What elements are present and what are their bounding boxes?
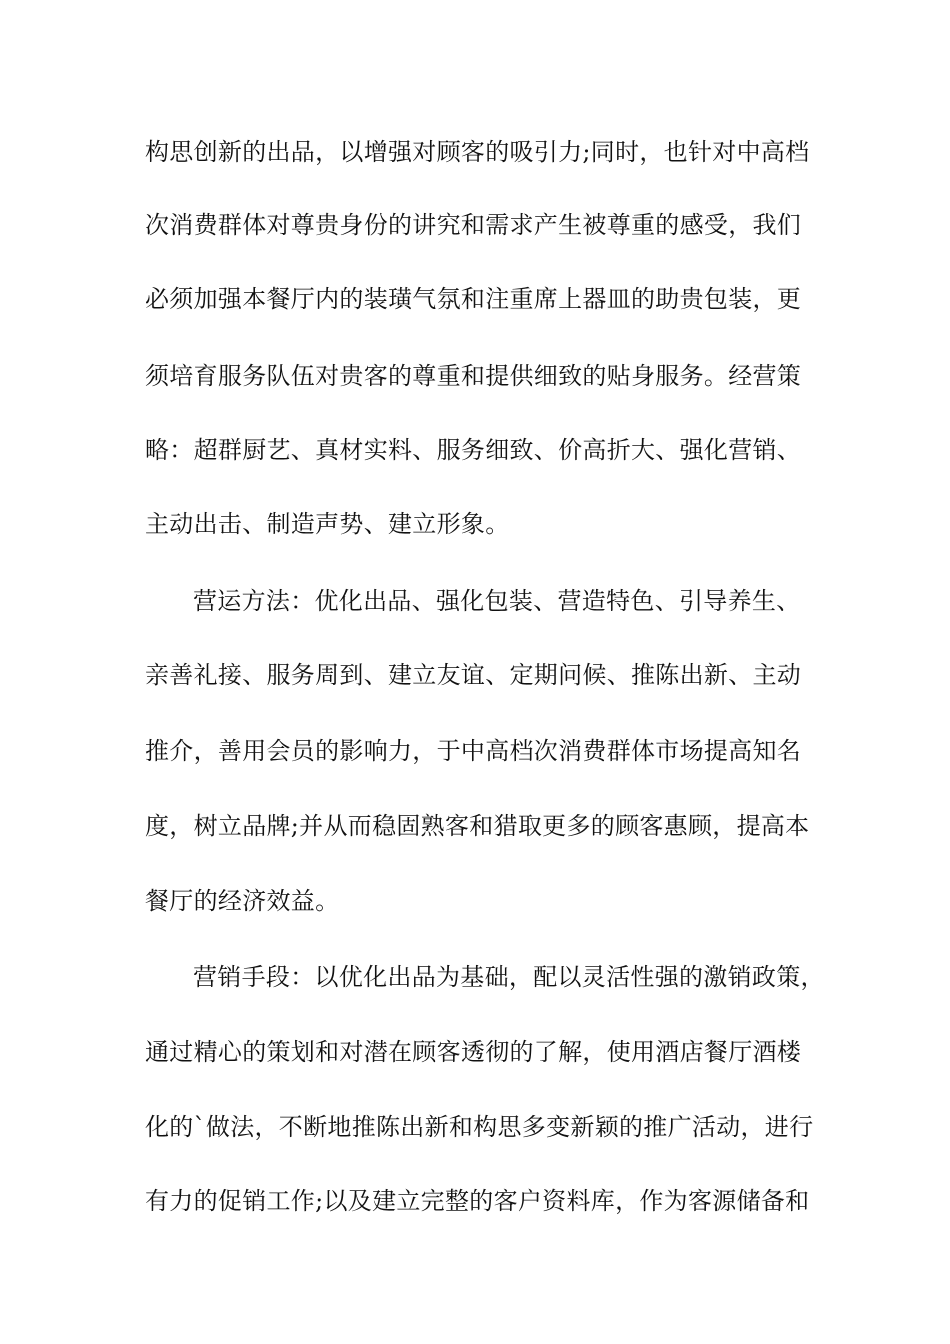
text-line: 有力的促销工作;以及建立完整的客户资料库，作为客源储备和 [145, 1187, 810, 1215]
text-line: 主动出击、制造声势、建立形象。 [145, 510, 510, 538]
text-line: 必须加强本餐厅内的装璜气氛和注重席上器皿的助贵包装，更 [145, 285, 802, 313]
text-line: 推介，善用会员的影响力，于中高档次消费群体市场提高知名 [145, 737, 802, 765]
text-line: 须培育服务队伍对贵客的尊重和提供细致的贴身服务。经营策 [145, 362, 802, 390]
text-line: 度，树立品牌;并从而稳固熟客和猎取更多的顾客惠顾，提高本 [145, 812, 810, 840]
text-line: 略：超群厨艺、真材实料、服务细致、价高折大、强化营销、 [145, 436, 802, 464]
text-line: 通过精心的策划和对潜在顾客透彻的了解，使用酒店餐厅酒楼 [145, 1038, 802, 1066]
text-line: 化的`做法，不断地推陈出新和构思多变新颖的推广活动，进行 [145, 1113, 814, 1141]
paragraph-first-line: 营销手段：以优化出品为基础，配以灵活性强的激销政策， [193, 963, 825, 991]
text-line: 构思创新的出品，以增强对顾客的吸引力;同时，也针对中高档 [145, 138, 810, 166]
text-line: 餐厅的经济效益。 [145, 887, 340, 915]
text-line: 次消费群体对尊贵身份的讲究和需求产生被尊重的感受，我们 [145, 211, 802, 239]
text-line: 亲善礼接、服务周到、建立友谊、定期问候、推陈出新、主动 [145, 661, 802, 689]
paragraph-first-line: 营运方法：优化出品、强化包装、营造特色、引导养生、 [193, 587, 801, 615]
